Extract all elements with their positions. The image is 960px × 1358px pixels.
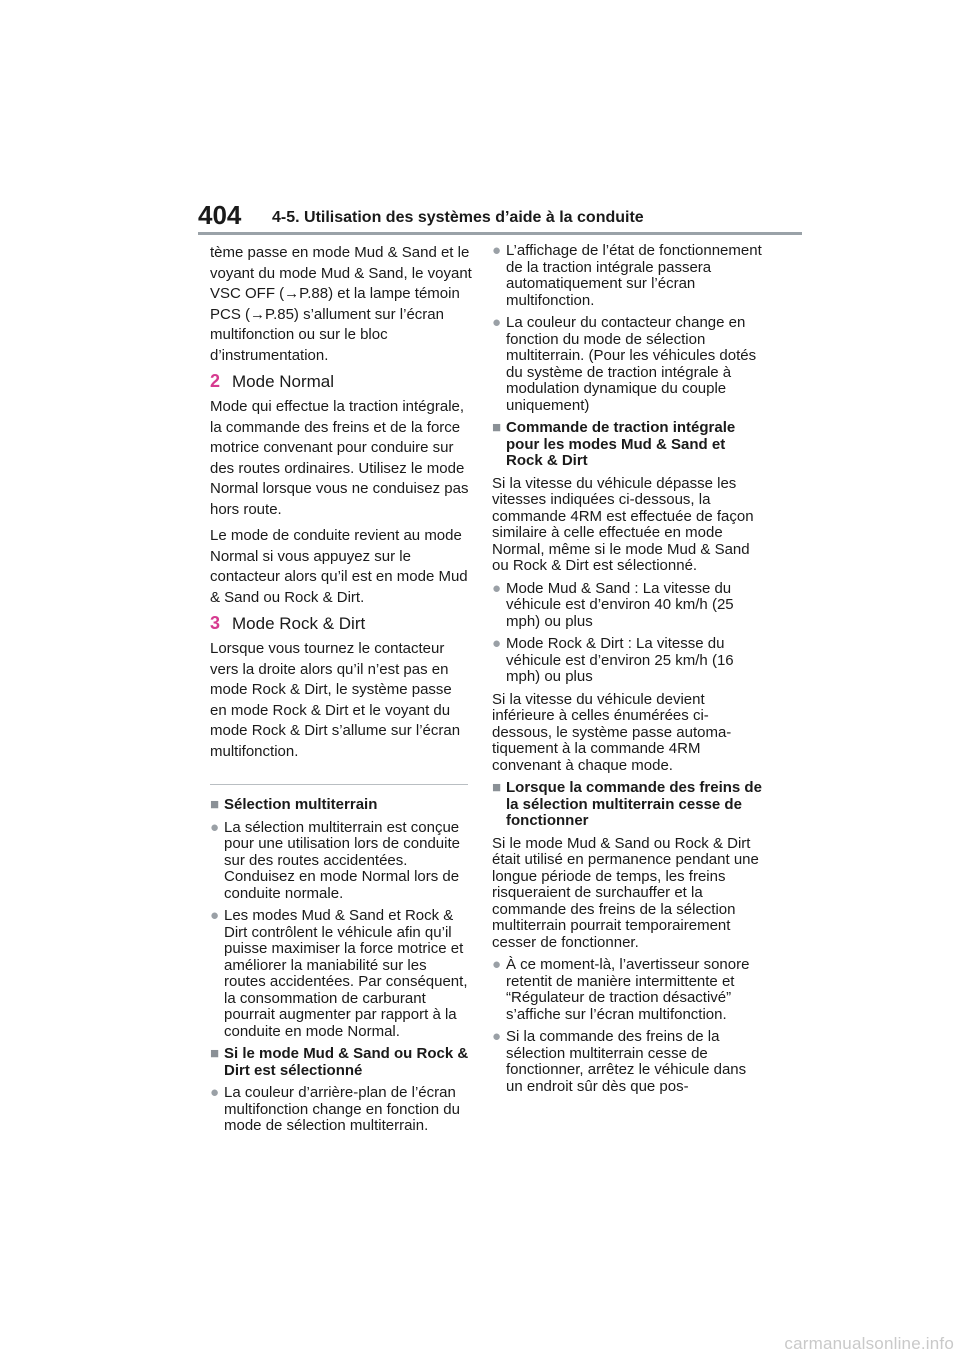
- page-number: 404: [198, 200, 242, 230]
- traction-paragraph: Si la vitesse du véhicule dépasse les vitesses indiquées ci-dessous, la commande 4RM est effectuée de façon similaire à celle effectuée en mode Normal, même si le mode Mud & Sand ou Rock & Dirt est sélectionné.: [492, 474, 754, 574]
- square-bullet-icon: ■: [210, 1045, 220, 1062]
- list-item: ● Les modes Mud & Sand et Rock & Dirt contrôlent le véhicule afin qu’il puisse maximiser la force motrice et améliorer la maniabilité sur les routes accidentées. Par conséquent, la consommation de carburant pourrait augmenter par rapport à la conduite en mode Normal.: [210, 907, 468, 1040]
- subhead-selection: ■ Sélection multiterrain: [210, 796, 378, 813]
- header-rule: [198, 232, 802, 235]
- square-bullet-icon: ■: [492, 779, 502, 796]
- list-item: ● Mode Mud & Sand : La vitesse du véhicule est d’environ 40 km/h (25 mph) ou plus: [492, 579, 734, 630]
- subhead-mud-selected: ■ Si le mode Mud & Sand ou Rock & Dirt est sélectionné: [210, 1045, 469, 1079]
- intro-paragraph: tème passe en mode Mud & Sand et le voyant du mode Mud & Sand, le voyant VSC OFF (→P.88) et la lampe témoin PCS (→P.85) s’allument sur l’écran multifonction ou sur le bloc d’instrumentation.: [210, 244, 472, 364]
- section-divider: [210, 784, 468, 785]
- list-item: ● Si la commande des freins de la sélection multiterrain cesse de fonctionner, arrêtez le véhicule dans un endroit sûr dès que pos-: [492, 1028, 747, 1095]
- mode-number-2: 2: [210, 371, 221, 391]
- mode-number-3: 3: [210, 613, 221, 633]
- bullet-dot-icon: ●: [492, 956, 502, 973]
- subhead-traction: ■ Commande de traction intégrale pour les modes Mud & Sand et Rock & Dirt: [492, 419, 736, 469]
- subhead-brakes: ■ Lorsque la commande des freins de la sélection multiterrain cesse de fonctionner: [492, 779, 762, 829]
- bullet-dot-icon: ●: [210, 1084, 220, 1101]
- bullet-dot-icon: ●: [210, 907, 220, 924]
- bullet-dot-icon: ●: [492, 314, 502, 331]
- right-column: [492, 243, 762, 1095]
- mode-rock-paragraph-1: Lorsque vous tournez le contacteur vers la droite alors qu’il n’est pas en mode Rock & Dirt, le système passe en mode Rock & Dirt et le voyant du mode Rock & Dirt s’allume sur l’écran multifonction.: [210, 640, 461, 760]
- list-item: ● La sélection multiterrain est conçue pour une utilisation lors de conduite sur des routes accidentées. Conduisez en mode Normal lors de conduite normale.: [210, 818, 460, 902]
- mode-rock-heading: [210, 613, 472, 635]
- watermark: carmanualsonline.info: [784, 1334, 954, 1353]
- page-header: [198, 200, 802, 236]
- list-item: ● L’affichage de l’état de fonctionnement de la traction intégrale passera automatiquement sur l’écran multifonction.: [492, 242, 762, 309]
- mode-normal-paragraph-1: Mode qui effectue la traction intégrale, la commande des freins et de la force motrice convenant pour conduire sur des routes ordinaires. Utilisez le mode Normal lorsque vous ne conduisez pas hors route.: [210, 398, 469, 518]
- bullet-dot-icon: ●: [492, 635, 502, 652]
- bullet-dot-icon: ●: [210, 818, 220, 836]
- mode-normal-title: Mode Normal: [232, 372, 335, 391]
- list-item: ● Mode Rock & Dirt : La vitesse du véhicule est d’environ 25 km/h (16 mph) ou plus: [492, 635, 734, 685]
- bullet-dot-icon: ●: [492, 579, 502, 597]
- mode-normal-heading: [210, 371, 472, 393]
- square-bullet-icon: ■: [210, 796, 220, 813]
- brakes-paragraph: Si le mode Mud & Sand ou Rock & Dirt était utilisé en permanence pendant une longue période de temps, les freins risqueraient de surchauffer et la commande des freins de la sélection multiterrain pourrait temporairement cesser de fonctionner.: [492, 834, 759, 951]
- mode-rock-title: Mode Rock & Dirt: [232, 614, 366, 633]
- list-item: ● À ce moment-là, l’avertisseur sonore retentit de manière intermittente et “Régulateur de traction désactivé” s’affiche sur l’écran multifonction.: [492, 956, 750, 1023]
- list-item: ● La couleur d’arrière-plan de l’écran multifonction change en fonction du mode de sélection multiterrain.: [210, 1084, 460, 1134]
- section-title: 4-5. Utilisation des systèmes d’aide à la conduite: [272, 209, 644, 226]
- mode-normal-paragraph-2: Le mode de conduite revient au mode Normal si vous appuyez sur le contacteur alors qu’il est en mode Mud & Sand ou Rock & Dirt.: [210, 527, 468, 606]
- speed-paragraph: Si la vitesse du véhicule devient inférieure à celles énumérées ci-dessous, le système passe automatiquement à la commande 4RM convenant à chaque mode.: [492, 690, 732, 774]
- square-bullet-icon: ■: [492, 419, 502, 436]
- list-item: ● La couleur du contacteur change en fonction du mode de sélection multiterrain. (Pour les véhicules dotés du système de traction intégrale à modulation dynamique du couple uniquement): [492, 314, 757, 414]
- bullet-dot-icon: ●: [492, 242, 502, 259]
- bullet-dot-icon: ●: [492, 1028, 502, 1045]
- left-column: [210, 243, 472, 1135]
